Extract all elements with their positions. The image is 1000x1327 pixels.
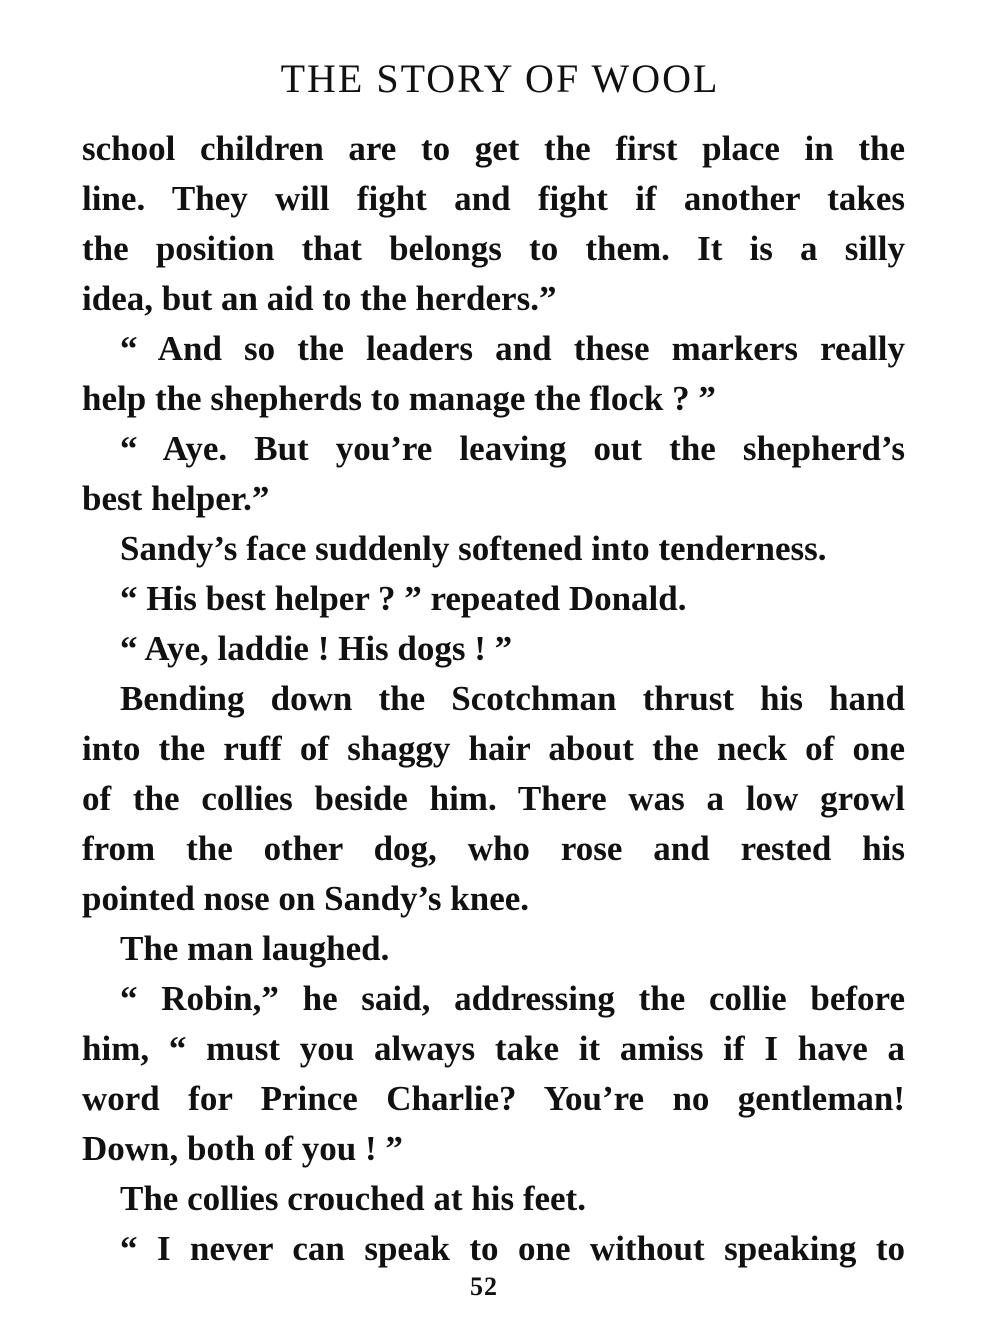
- text-line: him, “ must you always take it amiss if I have a: [82, 1029, 905, 1068]
- running-head: THE STORY OF WOOL: [280, 56, 720, 101]
- text-line: school children are to get the first place in the: [82, 129, 905, 168]
- text-line: pointed nose on Sandy’s knee.: [82, 879, 530, 918]
- text-line: line. They will fight and fight if another takes: [82, 179, 905, 218]
- text-line: Down, both of you ! ”: [82, 1129, 403, 1168]
- text-line: help the shepherds to manage the flock ? ”: [82, 379, 716, 418]
- text-line: “ Aye. But you’re leaving out the shepherd’s: [120, 429, 905, 468]
- text-line: The man laughed.: [120, 929, 390, 968]
- text-line: into the ruff of shaggy hair about the neck of one: [82, 729, 905, 768]
- text-line: from the other dog, who rose and rested his: [82, 829, 905, 868]
- text-line: “ And so the leaders and these markers really: [120, 329, 905, 368]
- page-number: 52: [470, 1272, 498, 1301]
- text-line: “ I never can speak to one without speaking to: [120, 1229, 905, 1268]
- body-text: [82, 124, 905, 1274]
- text-line: idea, but an aid to the herders.”: [82, 279, 557, 318]
- text-line: “ Robin,” he said, addressing the collie before: [120, 979, 905, 1018]
- text-line: Bending down the Scotchman thrust his hand: [120, 679, 905, 718]
- text-line: best helper.”: [82, 479, 270, 518]
- text-line: “ His best helper ? ” repeated Donald.: [120, 579, 687, 618]
- text-line: “ Aye, laddie ! His dogs ! ”: [120, 629, 513, 668]
- text-line: word for Prince Charlie? You’re no gentleman!: [82, 1079, 905, 1118]
- text-line: of the collies beside him. There was a low growl: [82, 779, 905, 818]
- text-line: Sandy’s face suddenly softened into tenderness.: [120, 529, 827, 568]
- text-line: the position that belongs to them. It is a silly: [82, 229, 905, 268]
- text-line: The collies crouched at his feet.: [120, 1179, 586, 1218]
